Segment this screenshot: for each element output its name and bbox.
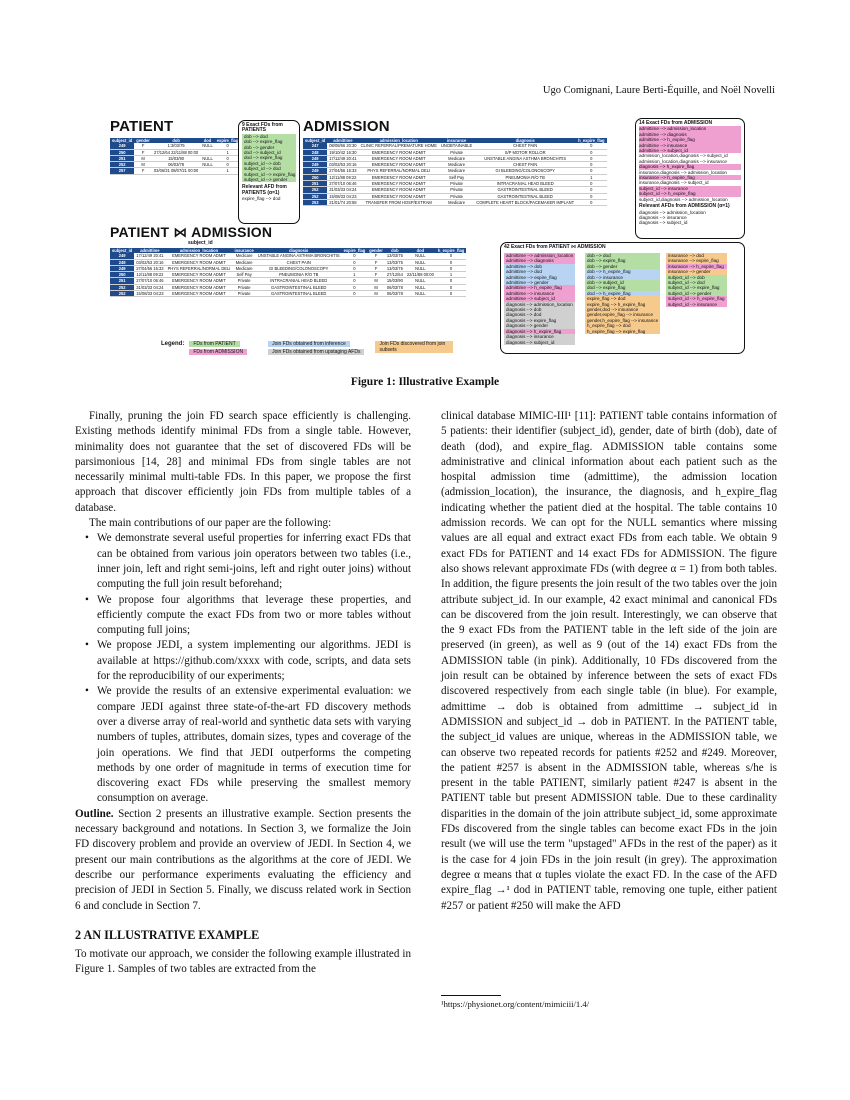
admission-fd-item: admission_location,diagnosis --> subject_id — [639, 153, 728, 159]
legend-label: Legend: — [161, 341, 185, 347]
patient-table-cell — [200, 168, 214, 174]
join-table-cell: 252 — [110, 291, 134, 297]
join-table-cell: 12/11/88 09:22 — [134, 272, 165, 278]
join-fd-item: h_expire_flag --> dod — [585, 323, 660, 328]
join-table-cell: 0 — [436, 265, 466, 271]
join-table-cell: 0 — [342, 265, 368, 271]
patient-table-cell: 251 — [110, 155, 134, 161]
join-fd-item: diagnosis --> insurance — [504, 334, 575, 339]
admission-table-cell: EMERGENCY ROOM ADMIT — [359, 162, 439, 168]
patient-table-header: expire_flag — [216, 138, 239, 143]
join-fd-item: dob --> insurance — [585, 275, 660, 280]
join-table-title: PATIENT ⋈ ADMISSION — [110, 224, 273, 240]
join-table-cell: 249 — [110, 253, 134, 259]
join-fd-item: admittime --> h_expire_flag — [504, 285, 575, 290]
admission-fd-title: 14 Exact FDs from ADMISSION — [639, 120, 713, 126]
join-fd-item: admittime --> admission_location — [506, 253, 574, 258]
join-table-cell: NULL — [405, 259, 436, 265]
admission-table-cell: 27/07/10 06:46 — [329, 181, 357, 187]
join-table-cell: NULL — [405, 278, 436, 284]
join-fd-box — [500, 242, 745, 354]
admission-table-cell: EMERGENCY ROOM ADMIT — [359, 155, 439, 161]
join-fd-item: subject_id --> gender — [666, 291, 727, 296]
patient-table-cell: 250 — [110, 149, 134, 155]
patient-table-cell: 03/06/31 08/07/21 00:00 — [153, 168, 199, 174]
admission-fd-item: admittime --> subject_id — [639, 148, 741, 153]
patient-fd-title: 9 Exact FDs from PATIENTS — [242, 122, 283, 134]
join-fd-item: subject_id --> expire_flag — [666, 285, 727, 290]
join-table-cell: EMERGENCY ROOM ADMIT — [166, 259, 233, 265]
join-fd-column-2 — [585, 253, 660, 334]
admission-table-cell: 250 — [303, 174, 327, 180]
admission-table-cell: 17/12/49 20:41 — [329, 155, 357, 161]
paragraph-outline — [75, 807, 411, 914]
join-table-cell: 17/12/49 20:41 — [136, 253, 164, 259]
join-table-cell: 22/11/88 00:00 — [406, 272, 434, 278]
patient-table-cell: 0 — [215, 143, 241, 149]
join-table-cell: 0 — [342, 259, 368, 265]
contribution-item: • We demonstrate several useful properties for inferring exact FDs that can be obtained from various join operators between two tables (i.e., inner join, left and right semi-joins, left and right outer joins) without computing the full join result beforehand; — [97, 531, 411, 592]
patient-table-header: dob — [152, 138, 200, 143]
paragraph-motivation: To motivate our approach, we consider the following example illustrated in Figure 1. Samples of two tables are extracted from the — [75, 948, 411, 976]
patient-table-cell: 15/03/90 — [152, 155, 200, 161]
admission-table-header: subject_id — [305, 138, 326, 143]
admission-table-cell: UNSTABLE ANGINA ASTHMA BRONCHITIS — [474, 155, 576, 161]
patient-table-cell: M — [134, 155, 152, 161]
join-table-cell: 0 — [342, 278, 368, 284]
admission-table-cell: GASTROINTESTINAL BLEED — [474, 193, 576, 199]
admission-fd-item: admission_location,diagnosis --> insurance — [639, 158, 727, 164]
patient-table-cell: 0 — [215, 155, 241, 161]
admission-fd-item: admittime --> h_expire_flag — [639, 137, 741, 142]
legend-upstaging: Join FDs obtained from upstaging AFDs — [268, 349, 364, 355]
join-fd-item: diagnosis --> h_expire_flag — [504, 329, 575, 334]
patient-fd-item: subject_id --> dod — [242, 166, 296, 171]
contribution-item: • We propose four algorithms that leverage these properties, and efficiently compute the exact FDs from two or more tables without computing full joins; — [97, 593, 411, 639]
join-fd-item: subject_id --> h_expire_flag — [668, 296, 725, 302]
admission-table-cell: 0 — [576, 187, 606, 193]
join-table — [110, 248, 466, 297]
join-fd-item: expire_flag --> dod — [585, 296, 660, 301]
join-fd-item: diagnosis --> dod — [504, 312, 575, 317]
admission-table-title: ADMISSION — [303, 118, 390, 135]
join-fd-item: gender,dod --> insurance — [585, 307, 660, 312]
join-table-cell: EMERGENCY ROOM ADMIT — [166, 278, 233, 284]
running-header: Ugo Comignani, Laure Berti-Équille, and Noël Novelli — [542, 85, 775, 96]
admission-table-cell: 12/11/88 09:22 — [327, 174, 358, 180]
patient-fd-item: subject_id --> expire_flag — [244, 171, 296, 177]
join-table-cell: 0 — [436, 284, 466, 290]
join-table-cell: 1 — [436, 272, 466, 278]
footnote-rule — [441, 995, 501, 996]
admission-fd-item: diagnosis --> h_expire_flag — [639, 164, 741, 169]
join-fd-item: admittime --> expire_flag — [504, 275, 575, 280]
figure-legend — [160, 340, 454, 356]
admission-table-cell: CHEST PAIN — [474, 143, 576, 149]
join-fd-item: dob --> gender — [585, 264, 660, 269]
admission-table-header: diagnosis — [474, 138, 576, 143]
join-fd-item: insurance --> dod — [666, 253, 727, 258]
admission-table-cell: 0 — [576, 162, 606, 168]
paragraph-contributions: The main contributions of our paper are the following: — [89, 517, 332, 530]
admission-table-cell: 31/03/33 04:24 — [329, 187, 357, 193]
join-fd-item: dob --> expire_flag — [585, 258, 660, 263]
join-table-cell: M — [367, 284, 385, 290]
join-table-cell: 0 — [436, 278, 466, 284]
admission-table-cell: 0 — [576, 155, 606, 161]
admission-table-cell: GASTROINTESTINAL BLEED — [474, 187, 576, 193]
right-column — [441, 409, 777, 914]
join-table-cell: Medicare — [232, 259, 255, 265]
legend-from-patient: FDs from PATIENT — [189, 341, 239, 347]
join-attribute-label: subject_id — [188, 240, 213, 246]
admission-afd-item: diagnosis --> insurance — [639, 214, 687, 220]
admission-table-cell: 249 — [303, 168, 327, 174]
patient-table-cell: NULL — [202, 143, 213, 149]
join-table-cell: 0 — [436, 259, 466, 265]
patient-table-cell: F — [134, 143, 152, 149]
patient-table-title: PATIENT — [110, 118, 174, 135]
join-table-cell: 0 — [342, 291, 368, 297]
join-table-cell: 250 — [110, 272, 134, 278]
join-fd-item: dob --> subject_id — [585, 280, 660, 285]
patient-fd-box — [238, 120, 300, 224]
patient-table-cell: F — [134, 149, 152, 155]
left-column — [75, 409, 411, 978]
patient-table-cell: 252 — [110, 162, 134, 168]
join-fd-item: diagnosis --> expire_flag — [504, 318, 575, 323]
paragraph-pruning: Finally, pruning the join FD search space efficiently is challenging. Existing methods identify minimal FDs from a single table. However, minimality does not guarantee that the set of discovered FDs will be parsimonious [14, 28] and minimal FDs from single tables are not necessarily minimal multi-table FDs. In this paper, we propose the first approach that discover efficiently join FDs from multiple tables of a database. — [75, 410, 411, 514]
join-table-cell: 06/03/78 — [386, 284, 403, 290]
admission-table — [303, 138, 607, 206]
patient-table-cell: 1 — [215, 168, 241, 174]
admission-table-cell: Self Pay — [439, 174, 474, 180]
join-table-cell: Private — [232, 291, 255, 297]
join-table-cell: EMERGENCY ROOM ADMIT — [166, 291, 233, 297]
admission-table-header: admission_location — [359, 138, 439, 143]
join-table-cell: Private — [232, 284, 255, 290]
admission-table-cell: 03/02/53 20:16 — [329, 162, 357, 168]
admission-afd-title: Relevant AFDs from ADMISSION (α=1) — [639, 203, 730, 210]
admission-fd-item: subject_id --> h_expire_flag — [639, 191, 741, 196]
figure-caption: Figure 1: Illustrative Example — [350, 376, 500, 388]
join-table-cell: PHYS REFERRAL/NORMAL DELI — [167, 265, 231, 271]
admission-table-cell: 251 — [303, 181, 327, 187]
join-table-cell: 1 — [342, 272, 368, 278]
join-table-cell: Self Pay — [232, 272, 255, 278]
join-fd-column-3 — [666, 253, 727, 307]
join-table-cell: 249 — [110, 259, 134, 265]
join-table-cell: CHEST PAIN — [256, 259, 342, 265]
join-table-header: h_expire_flag — [437, 248, 465, 253]
patient-table — [110, 138, 240, 175]
admission-fd-item: subject_id,diagnosis --> admission_location — [639, 196, 728, 202]
join-table-cell: F — [367, 265, 385, 271]
admission-table-cell: 1 — [576, 174, 606, 180]
join-table-cell: NULL — [405, 265, 436, 271]
join-table-cell: 06/03/78 — [386, 291, 403, 297]
join-table-cell: 13/03/75 — [386, 265, 403, 271]
join-table-cell: 13/03/75 — [386, 253, 403, 259]
join-table-cell: 31/03/33 04:24 — [136, 284, 164, 290]
admission-table-cell: 08/08/56 20:30 — [329, 143, 357, 149]
admission-table-cell: EMERGENCY ROOM ADMIT — [359, 187, 439, 193]
join-table-cell: 0 — [342, 253, 368, 259]
patient-table-cell: 27/12/64 22/11/88 00:00 — [152, 149, 200, 155]
join-table-cell: GASTROINTESTINAL BLEED — [256, 284, 342, 290]
join-table-cell: 03/02/53 20:16 — [136, 259, 164, 265]
admission-table-cell: Private — [439, 187, 474, 193]
join-fd-item: dob --> h_expire_flag — [585, 269, 660, 274]
admission-table-cell: S/P MOTOR ROLLOR — [474, 149, 576, 155]
admission-table-cell: 15/08/33 04:23 — [329, 193, 357, 199]
patient-table-cell: NULL — [202, 155, 213, 161]
admission-table-cell: EMERGENCY ROOM ADMIT — [359, 149, 439, 155]
contributions-list — [75, 531, 411, 806]
admission-table-cell: CLINIC REFERRAL/PREMATURE HOME — [360, 143, 437, 149]
patient-table-cell: 1:3/03/75 — [152, 143, 200, 149]
admission-table-cell: Medicare — [439, 155, 474, 161]
admission-table-cell: EMERGENCY ROOM ADMIT — [359, 174, 439, 180]
admission-table-cell: Medicare — [439, 162, 474, 168]
join-fd-item: diagnosis --> gender — [504, 323, 575, 328]
admission-table-cell: 21/01/74 20:58 — [329, 199, 357, 205]
admission-table-cell: 249 — [303, 162, 327, 168]
admission-fd-item: insurance,diagnosis --> subject_id — [639, 180, 709, 186]
join-table-header: expire_flag — [343, 248, 366, 253]
join-table-cell: EMERGENCY ROOM ADMIT — [166, 272, 233, 278]
join-fd-item: insurance --> expire_flag — [666, 258, 727, 263]
join-table-cell: 15/03/90 — [386, 278, 403, 284]
patient-fd-item: subject_id --> dob — [242, 161, 296, 166]
legend-inference: Join FDs obtained from inference — [268, 341, 350, 347]
join-table-cell: M — [367, 291, 385, 297]
patient-table-cell: 06/03/78 — [152, 162, 200, 168]
join-fd-item: dod --> h_expire_flag — [585, 291, 660, 296]
figure-illustrative-example — [105, 118, 750, 358]
admission-table-cell: TRANSFER FROM HOSP/EXTRAM — [359, 199, 439, 205]
admission-table-cell: Private — [439, 181, 474, 187]
admission-table-cell: PNEUMONIA R/O TB — [474, 174, 576, 180]
admission-fd-list — [639, 126, 741, 202]
admission-table-cell: COMPLETE HEART BLOCK/PACEMAKER IMPLANT — [476, 199, 575, 205]
join-fd-item: h_expire_flag --> expire_flag — [585, 329, 660, 334]
patient-fd-item: dob --> dod — [242, 134, 296, 139]
admission-table-cell: 19/10/42 16:30 — [329, 149, 357, 155]
admission-afd-list — [639, 210, 741, 226]
admission-table-header: admittime — [327, 138, 358, 143]
admission-fd-box — [635, 118, 745, 239]
admission-table-cell: PHYS REFERRAL/NORMAL DELI — [359, 168, 439, 174]
admission-table-cell: EMERGENCY ROOM ADMIT — [359, 181, 439, 187]
admission-fd-item: subject_id --> insurance — [639, 186, 741, 191]
patient-table-cell: 249 — [110, 143, 134, 149]
admission-table-cell: Medicare — [439, 168, 474, 174]
admission-table-cell: 247 — [303, 143, 327, 149]
patient-table-cell: M — [134, 162, 152, 168]
admission-fd-item: insurance --> h_expire_flag — [639, 175, 741, 180]
join-table-cell: NULL — [405, 284, 436, 290]
patient-table-header: subject_id — [112, 138, 133, 143]
admission-fd-item: admittime --> diagnosis — [639, 132, 741, 137]
admission-table-cell: 248 — [303, 149, 327, 155]
join-fd-item: dod --> expire_flag — [585, 285, 660, 290]
patient-fd-item: subject_id --> gender — [242, 177, 296, 182]
join-table-cell: M — [367, 278, 385, 284]
admission-table-cell: EMERGENCY ROOM ADMIT — [359, 193, 439, 199]
patient-table-cell: NULL — [202, 162, 213, 168]
join-table-header: dob — [385, 248, 405, 253]
join-table-cell: 0 — [436, 291, 466, 297]
join-table-cell: 13/03/75 — [386, 259, 403, 265]
admission-table-header: h_expire_flag — [578, 138, 605, 143]
patient-fd-list — [242, 134, 296, 183]
join-table-cell: EMERGENCY ROOM ADMIT — [166, 253, 233, 259]
admission-fd-item: admittime --> insurance — [639, 143, 741, 148]
join-fd-column-1 — [504, 253, 575, 345]
admission-table-cell: 252 — [303, 193, 327, 199]
join-table-cell: GASTROINTESTINAL BLEED — [256, 291, 342, 297]
join-table-cell: 27/07/10 06:46 — [136, 278, 164, 284]
admission-table-cell: Medicare — [439, 199, 474, 205]
join-table-header: insurance — [234, 248, 254, 253]
join-table-cell: F — [367, 253, 385, 259]
join-table-header: subject_id — [112, 248, 133, 253]
section-heading: 2 AN ILLUSTRATIVE EXAMPLE — [75, 927, 260, 942]
admission-table-header: insurance — [439, 138, 474, 143]
join-fd-item: subject_id --> dod — [666, 280, 727, 285]
admission-table-cell: 0 — [576, 149, 606, 155]
legend-from-admission: FDs from ADMISSION — [189, 349, 247, 355]
join-table-cell: 15/08/33 04:23 — [136, 291, 164, 297]
join-table-cell: 251 — [110, 278, 134, 284]
join-fd-title: 42 Exact FDs from PATIENT ⋈ ADMISSION — [504, 244, 606, 250]
patient-table-cell: 1 — [215, 149, 241, 155]
join-table-header: dod — [405, 248, 436, 253]
join-table-cell: Medicare — [232, 253, 255, 259]
join-table-cell: 252 — [110, 284, 134, 290]
join-fd-item: subject_id --> dob — [666, 275, 727, 280]
admission-table-row — [303, 155, 607, 161]
admission-table-cell: Private — [439, 149, 474, 155]
patient-table-header: dod — [200, 138, 214, 143]
admission-table-row — [303, 199, 607, 205]
join-fd-item: admittime --> subject_id — [504, 296, 575, 301]
join-table-cell: UNSTABLE ANGINA ASTHMA BRONCHITIS — [257, 253, 340, 259]
join-fd-item: admittime --> insurance — [504, 291, 575, 296]
join-table-cell: NULL — [405, 253, 436, 259]
patient-fd-item: dob --> expire_flag — [242, 139, 296, 144]
join-fd-item: diagnosis --> admission_location — [504, 302, 575, 307]
join-table-cell: F — [367, 259, 385, 265]
join-fd-item: gender,expire_flag --> insurance — [585, 312, 660, 317]
admission-table-cell: 0 — [576, 143, 606, 149]
join-table-cell: 0 — [436, 253, 466, 259]
admission-table-cell: CHEST PAIN — [474, 162, 576, 168]
admission-afd-item: diagnosis --> admission_location — [639, 209, 706, 215]
patient-afd-title: Relevant AFD from PATIENTS (α=1) — [242, 184, 287, 196]
join-table-row — [110, 291, 466, 297]
contribution-item: • We propose JEDI, a system implementing our algorithms. JEDI is available at https://github.com/xxxx with code, scripts, and data sets for the reproducibility of our experiments; — [97, 638, 411, 684]
join-table-cell: 27/04/56 15:33 — [136, 265, 164, 271]
join-table-cell: F — [367, 272, 385, 278]
admission-table-cell: 253 — [303, 199, 327, 205]
legend-discovered: Join FDs discovered from join subsets — [375, 341, 453, 353]
patient-fd-item: dod --> subject_id — [242, 150, 296, 155]
join-fd-item: admittime --> dod — [504, 269, 575, 274]
join-fd-item: admittime --> dob — [504, 264, 575, 269]
join-table-cell: Private — [232, 278, 255, 284]
join-table-header: admission_location — [166, 248, 233, 253]
patient-fd-item: dod --> expire_flag — [242, 155, 296, 160]
patient-fd-item: dob --> gender — [242, 145, 296, 150]
join-table-header: gender — [369, 248, 383, 253]
admission-table-cell: 27/04/56 15:33 — [329, 168, 357, 174]
patient-table-cell: 257 — [110, 168, 134, 174]
join-table-cell: PNEUMONIA R/O TB — [256, 272, 342, 278]
admission-table-cell: 0 — [576, 199, 606, 205]
patient-table-cell: F — [134, 168, 152, 174]
patient-afd-item: expire_flag --> dod — [242, 196, 281, 202]
join-table-header: diagnosis — [256, 248, 342, 253]
footnote — [441, 995, 777, 1009]
join-table-cell: NULL — [405, 291, 436, 297]
join-table-cell: EMERGENCY ROOM ADMIT — [166, 284, 233, 290]
join-fd-item: admittime --> diagnosis — [504, 258, 575, 263]
join-table-cell: Medicare — [232, 265, 255, 271]
admission-table-cell: 252 — [303, 187, 327, 193]
join-table-cell: INTRACRANIAL HEAD BLEED — [256, 278, 342, 284]
join-table-cell: 27/12/64 — [386, 272, 403, 278]
paragraph-example-description: clinical database MIMIC-III¹ [11]: PATIENT table contains information of 5 patients: their identifier (subject_id), gender, date of birth (dob), date of death (dod), and expire_flag. ADMISSION table contains some administrative and clinical information about each patient such as the hospital admission time (admittime), the admission location (admission_location), the insurance, the diagnosis, and h_expire_flag indicating whether the patient died at the hospital. The table contains 10 admission records. We can opt for the NULL semantics where missing values are all equal and extract exact FDs from each table. We obtain 9 exact FDs for PATIENT and 14 exact FDs for ADMISSION. The figure also shows relevant approximate FDs (with degree α = 1) from both tables. In addition, the figure presents the join result of the two tables over the join attribute subject_id. In our example, 42 exact minimal and canonical FDs can be discovered from the join result. Interestingly, we can observe that the 9 exact FDs from the PATIENT table in the left side of the join are preserved (in green), as well as 9 (out of the 14) exact FDs from the ADMISSION table (in pink). Additionally, 10 FDs discovered from the join result can be obtained by inference between the sets of exact FDs discovered respectively from each single table (in blue). For example, admittime → dob is obtained from admittime → subject_id in ADMISSION and subject_id → dob in PATIENT. In the PATIENT table, the subject_id values are unique, whereas in the ADMISSION table, we can observe two repeated records for patients #252 and #249. Moreover, the patient #257 is absent in the ADMISSION table, whereas s/he is present in the table PATIENT, similarly patient #247 is absent in the PATIENT table but present ADMISSION table. Due to these cardinality disparities in the domain of the join attribute subject_id, some approximate FDs discovered from the single tables can become exact FDs in the join result (we will use the term "upstaged" AFDs in the rest of the paper) as it is the case for 4 join FDs in the join result (in grey). The approximation degree α means that α tuples violate the exact FD. In the case of the AFD expire_flag →¹ dod in PATIENT table, removing one tuple, either patient #257 or patient #250 will make the AFD — [441, 410, 777, 912]
join-fd-item: insurance --> gender — [666, 269, 727, 274]
outline-label: Outline. — [75, 807, 114, 820]
join-table-cell: 0 — [342, 284, 368, 290]
join-table-header: admittime — [134, 248, 165, 253]
admission-table-cell: GI BLEEDING/COLONOSCOPY — [474, 168, 576, 174]
admission-afd-item: diagnosis --> subject_id — [639, 220, 688, 226]
join-fd-item: expire_flag --> h_expire_flag — [585, 302, 660, 307]
outline-text: Section 2 presents an illustrative example. Section presents the necessary background and notations. In Section 3, we formalize the Join FD discovery problem and provide an overview of JEDI. In Section 4, we present our main contributions as the algorithms at the core of JEDI. We describe our performance experiments evaluating the efficiency and precision of JEDI in Section 5. Finally, we discuss related work in Section 6 and conclude in Section 7. — [75, 807, 411, 912]
admission-table-cell: Private — [439, 193, 474, 199]
join-fd-item: admittime --> gender — [504, 280, 575, 285]
admission-table-cell: UNOBTAINABLE — [440, 143, 473, 149]
patient-table-header: gender — [136, 138, 150, 143]
admission-table-cell: 249 — [303, 155, 327, 161]
footnote-text: ¹https://physionet.org/content/mimiciii/1.4/ — [441, 999, 590, 1009]
admission-table-cell: 0 — [576, 168, 606, 174]
patient-table-cell: 0 — [215, 162, 241, 168]
join-fd-item: insurance --> h_expire_flag — [666, 264, 727, 269]
join-fd-item: subject_id --> insurance — [666, 302, 727, 307]
join-table-cell: GI BLEEDING/COLONOSCOPY — [256, 265, 342, 271]
join-fd-item: diagnosis --> dob — [504, 307, 575, 312]
patient-table-row — [110, 168, 240, 174]
admission-table-cell: INTRACRANIAL HEAD BLEED — [474, 181, 576, 187]
admission-table-cell: 0 — [576, 181, 606, 187]
join-fd-item: diagnosis --> subject_id — [504, 340, 575, 345]
join-fd-item: gender,h_expire_flag --> insurance — [587, 317, 659, 323]
admission-fd-item: insurance,diagnosis --> admission_location — [639, 169, 727, 175]
admission-table-cell: 0 — [576, 193, 606, 199]
admission-fd-item: admittime --> admission_location — [639, 126, 741, 131]
contribution-item: • We provide the results of an extensive experimental evaluation: we compare JEDI against three state-of-the-art FD discovery methods over a diverse array of real-world and synthetic data sets with varying numbers of tuples, attributes, domain sizes, types and coverage of the join operations. We find that JEDI outperforms the competing methods by one order of magnitude in terms of execution time for discovering exact FDs while preserving the smallest memory consumption on average. — [97, 684, 411, 806]
join-table-cell: 249 — [110, 265, 134, 271]
join-fd-item: dob --> dod — [585, 253, 660, 258]
